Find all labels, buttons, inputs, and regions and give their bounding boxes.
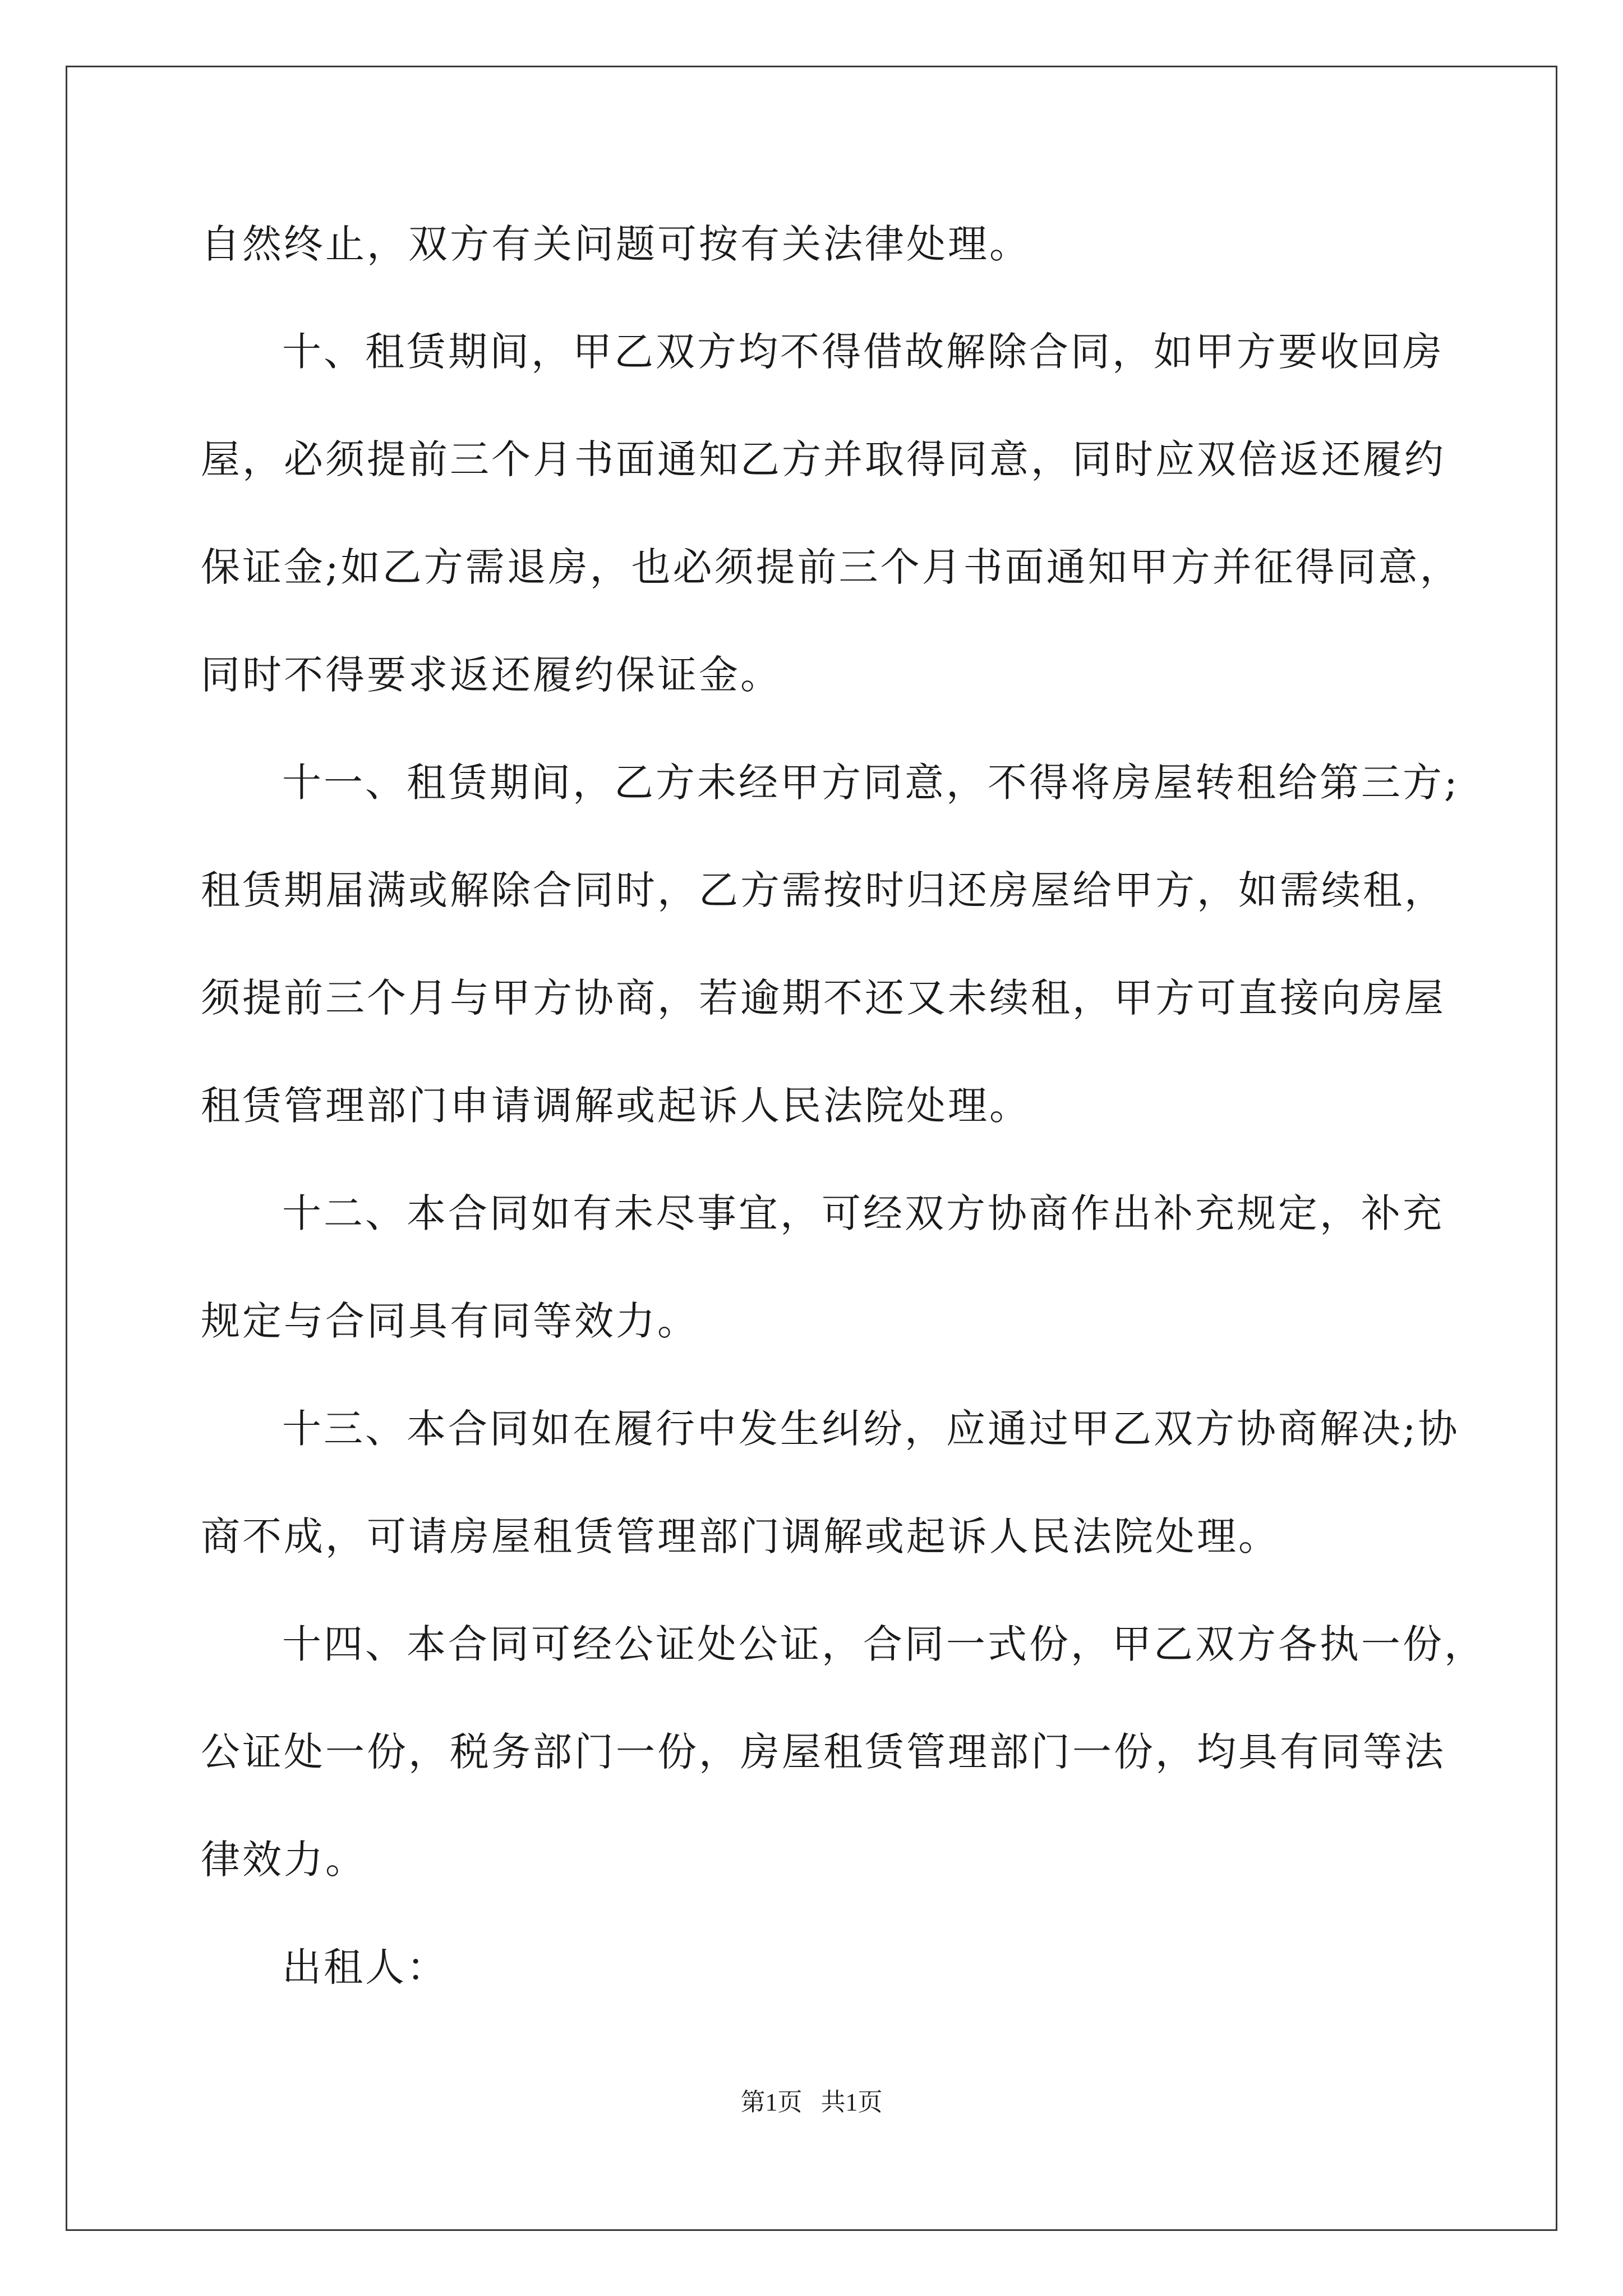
paragraph-14-line-3: 律效力。 [201,1837,367,1883]
paragraph-12-line-1: 十二、本合同如有未尽事宜，可经双方协商作出补充规定，补充 [282,1190,1444,1236]
paragraph-11-line-2: 租赁期届满或解除合同时，乙方需按时归还房屋给甲方，如需续租， [201,867,1446,913]
paragraph-10-line-3: 保证金;如乙方需退房，也必须提前三个月书面通知甲方并征得同意， [201,544,1461,590]
page-border [66,66,1557,2231]
paragraph-13-line-1: 十三、本合同如在履行中发生纠纷，应通过甲乙双方协商解决;协 [282,1406,1460,1452]
paragraph-10-line-1: 十、租赁期间，甲乙双方均不得借故解除合同，如甲方要收回房 [282,329,1444,375]
lessor-signature-label: 出租人： [282,1944,448,1990]
paragraph-13-line-2: 商不成，可请房屋租赁管理部门调解或起诉人民法院处理。 [201,1513,1280,1559]
paragraph-14-line-1: 十四、本合同可经公证处公证，合同一式份，甲乙双方各执一份， [282,1621,1486,1667]
paragraph-11-line-4: 租赁管理部门申请调解或起诉人民法院处理。 [201,1083,1031,1129]
paragraph-10-line-2: 屋，必须提前三个月书面通知乙方并取得同意，同时应双倍返还履约 [201,436,1446,482]
paragraph-10-line-4: 同时不得要求返还履约保证金。 [201,652,782,698]
paragraph-11-line-3: 须提前三个月与甲方协商，若逾期不还又未续租，甲方可直接向房屋 [201,975,1446,1021]
page-number-footer: 第1页 共1页 [740,2088,883,2116]
paragraph-12-line-2: 规定与合同具有同等效力。 [201,1298,699,1344]
paragraph-11-line-1: 十一、租赁期间，乙方未经甲方同意，不得将房屋转租给第三方; [282,760,1460,806]
text-line: 自然终止，双方有关问题可按有关法律处理。 [201,221,1031,267]
paragraph-14-line-2: 公证处一份，税务部门一份，房屋租赁管理部门一份，均具有同等法 [201,1729,1446,1775]
